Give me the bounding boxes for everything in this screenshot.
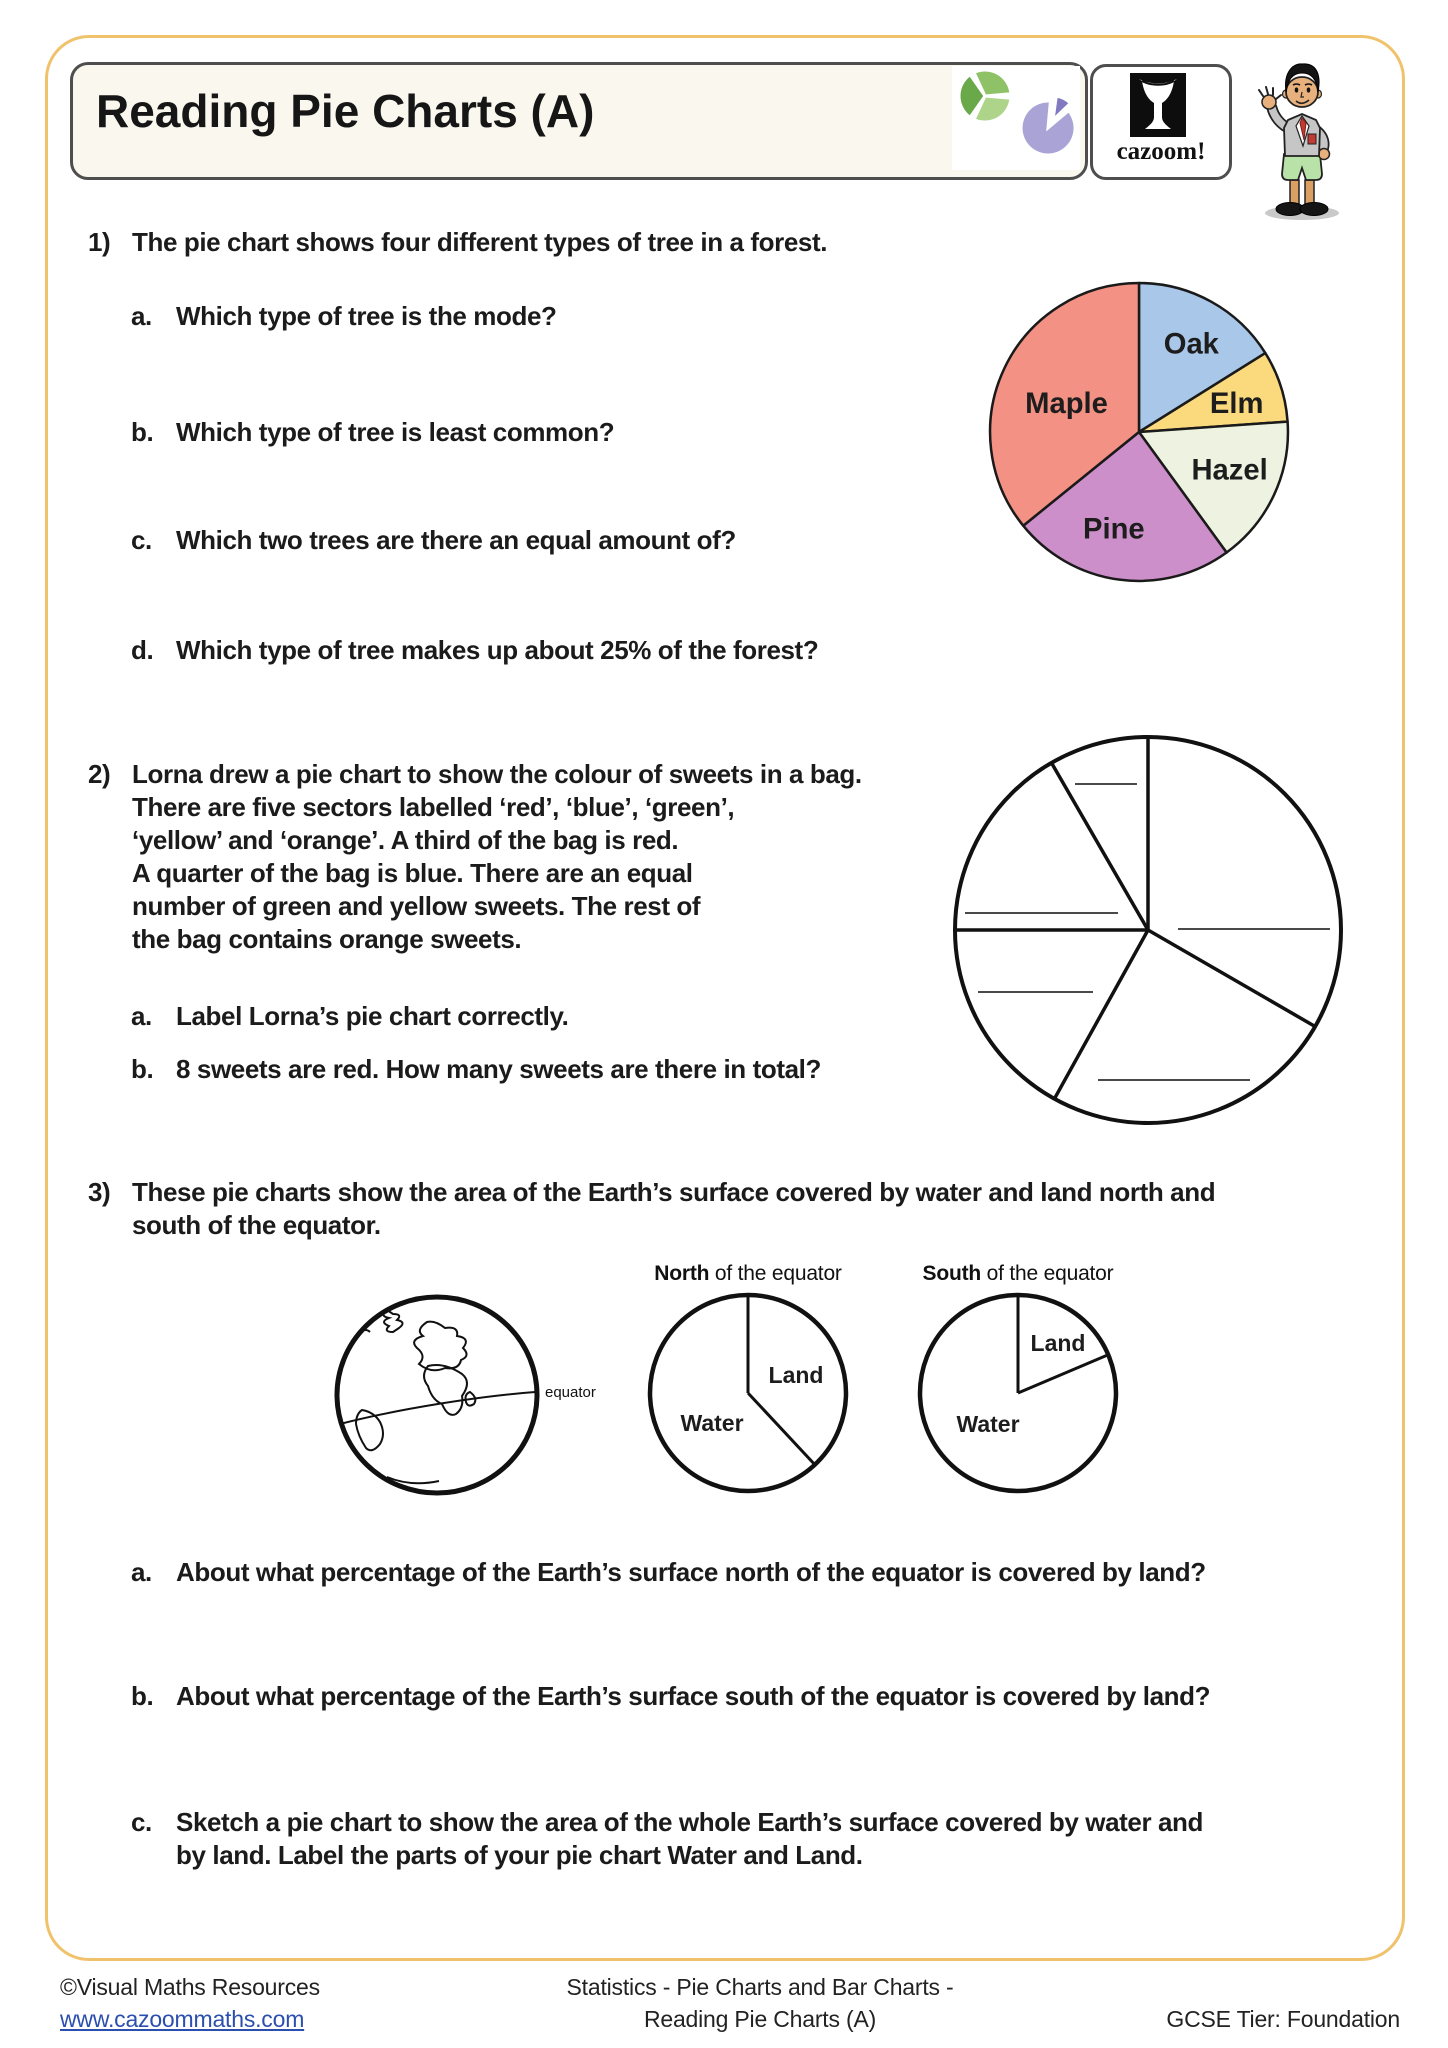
question-3-text	[132, 1176, 1215, 1242]
purple-pie-icon	[1021, 96, 1075, 155]
question-1d-label: d.	[131, 635, 154, 665]
question-2-line-1: Lorna drew a pie chart to show the colour of sweets in a bag.	[132, 759, 862, 789]
question-3-line-2: south of the equator.	[132, 1210, 381, 1240]
question-3c-line-2: by land. Label the parts of your pie chart Water and Land.	[176, 1840, 863, 1870]
question-1d	[131, 634, 931, 667]
south-water-label: Water	[956, 1411, 1020, 1437]
question-3c-label: c.	[131, 1807, 152, 1837]
question-3c	[131, 1806, 1371, 1872]
maple-label: Maple	[1025, 387, 1108, 420]
question-2-line-4: A quarter of the bag is blue. There are an equal	[132, 858, 693, 888]
question-2-text	[132, 758, 862, 956]
pie-logo-strip	[952, 66, 1080, 170]
drum-icon	[1093, 71, 1223, 143]
question-2	[88, 758, 968, 956]
question-3-number: 3)	[88, 1177, 111, 1207]
question-2a-label: a.	[131, 1001, 152, 1031]
question-1	[88, 226, 988, 259]
question-2-line-2: There are five sectors labelled ‘red’, ‘blue’, ‘green’,	[132, 792, 735, 822]
question-1a-label: a.	[131, 301, 152, 331]
question-2a-text: Label Lorna’s pie chart correctly.	[176, 1001, 569, 1031]
question-3b	[131, 1680, 1371, 1713]
question-1b-text: Which type of tree is least common?	[176, 417, 615, 447]
question-3-line-1: These pie charts show the area of the Earth’s surface covered by water and land north and	[132, 1177, 1216, 1207]
tier-text: GCSE Tier: Foundation	[1166, 2006, 1400, 2032]
question-1b	[131, 416, 891, 449]
question-1-number: 1)	[88, 227, 111, 257]
question-2-line-6: the bag contains orange sweets.	[132, 924, 522, 954]
question-1-text: The pie chart shows four different types of tree in a forest.	[132, 227, 828, 257]
question-1b-label: b.	[131, 417, 154, 447]
green-pie-icon	[959, 70, 1011, 122]
question-1c	[131, 524, 891, 557]
mascot-boy-illustration	[1248, 58, 1352, 224]
website-link[interactable]: www.cazoommaths.com	[60, 2006, 305, 2032]
question-2-line-3: ‘yellow’ and ‘orange’. A third of the bag is red.	[132, 825, 679, 855]
question-3	[88, 1176, 1358, 1242]
question-2a	[131, 1000, 891, 1033]
question-1a	[131, 300, 891, 333]
footer-topic-line-1: Statistics - Pie Charts and Bar Charts -	[566, 1974, 954, 2000]
equator-label: equator	[545, 1384, 596, 1401]
question-3c-text	[176, 1806, 1203, 1872]
question-2b	[131, 1053, 931, 1086]
page-title: Reading Pie Charts (A)	[96, 85, 595, 137]
north-water-label: Water	[680, 1410, 744, 1436]
footer-topic-line-2: Reading Pie Charts (A)	[643, 2006, 877, 2032]
south-pie-chart	[916, 1291, 1120, 1495]
question-3b-label: b.	[131, 1681, 154, 1711]
pie-charts-logo-icon	[952, 66, 1080, 170]
question-1c-text: Which two trees are there an equal amount of?	[176, 525, 736, 555]
north-suffix: of the equator	[709, 1262, 842, 1285]
south-land-label: Land	[1030, 1330, 1086, 1356]
globe-illustration	[332, 1292, 542, 1498]
lorna-pie-chart	[950, 732, 1346, 1128]
copyright-text: ©Visual Maths Resources	[60, 1974, 320, 2000]
south-pie-title	[868, 1262, 1168, 1286]
question-1d-text: Which type of tree makes up about 25% of the forest?	[176, 635, 819, 665]
question-2-line-5: number of green and yellow sweets. The rest of	[132, 891, 701, 921]
question-2b-label: b.	[131, 1054, 154, 1084]
south-suffix: of the equator	[981, 1262, 1114, 1285]
question-3a-text: About what percentage of the Earth’s surface north of the equator is covered by land?	[176, 1557, 1206, 1587]
elm-label: Elm	[1209, 387, 1264, 420]
question-1c-label: c.	[131, 525, 152, 555]
pine-label: Pine	[1083, 513, 1145, 546]
question-1a-text: Which type of tree is the mode?	[176, 301, 557, 331]
hazel-label: Hazel	[1191, 454, 1268, 487]
question-2b-text: 8 sweets are red. How many sweets are there in total?	[176, 1054, 821, 1084]
question-3a-label: a.	[131, 1557, 152, 1587]
brand-name: cazoom!	[1116, 138, 1206, 165]
north-word: North	[654, 1262, 710, 1285]
question-3c-line-1: Sketch a pie chart to show the area of the whole Earth’s surface covered by water and	[176, 1807, 1204, 1837]
trees-pie-chart	[988, 281, 1290, 583]
oak-label: Oak	[1163, 328, 1219, 361]
question-3a	[131, 1556, 1371, 1589]
north-pie-title	[598, 1262, 898, 1286]
north-land-label: Land	[768, 1362, 824, 1388]
question-2-number: 2)	[88, 759, 111, 789]
north-pie-chart	[646, 1291, 850, 1495]
waving-hand	[1259, 87, 1281, 109]
question-3b-text: About what percentage of the Earth’s surface south of the equator is covered by land?	[176, 1681, 1211, 1711]
south-word: South	[922, 1262, 982, 1285]
